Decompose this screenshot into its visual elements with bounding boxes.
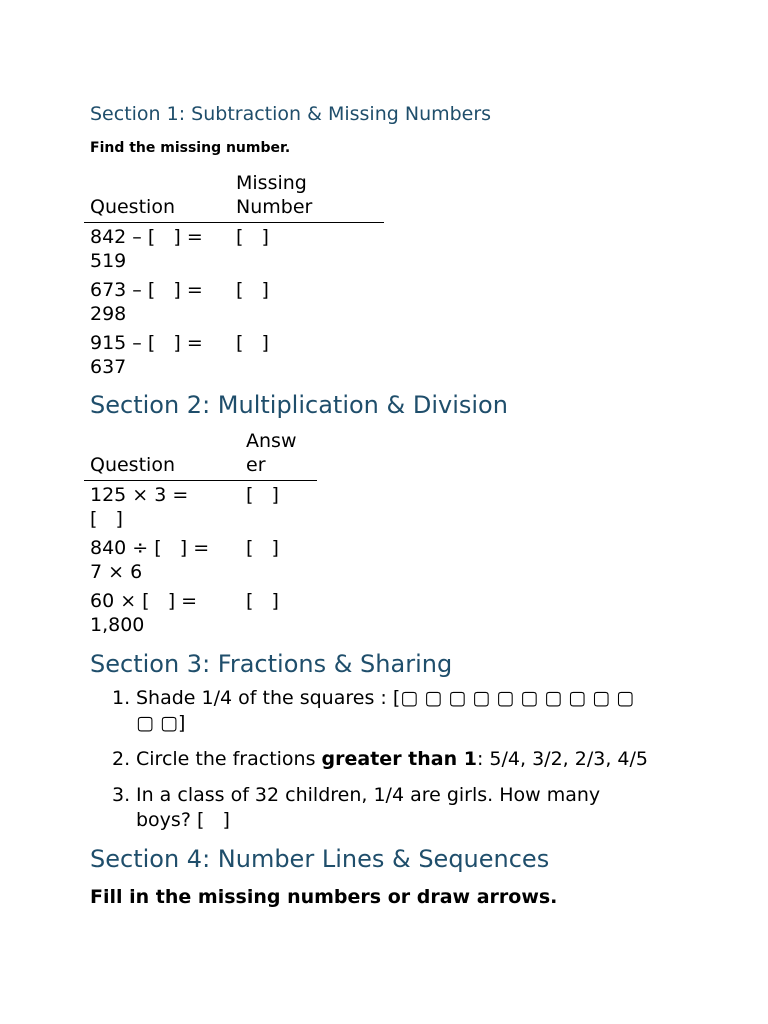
list-item xyxy=(112,747,672,772)
section4-instruction: Fill in the missing numbers or draw arrows. xyxy=(90,886,558,908)
question-line1: 60 × [ ] = xyxy=(90,590,198,612)
item-text-line2[interactable]: boys? [ ] xyxy=(136,809,230,831)
item-number: 3. xyxy=(112,784,131,806)
header-question: Question xyxy=(90,454,175,476)
question-line1: 915 – [ ] = xyxy=(90,332,203,354)
question-line2: 7 × 6 xyxy=(90,561,143,583)
table-row xyxy=(84,223,384,276)
question-line1: 842 – [ ] = xyxy=(90,226,203,248)
table-row xyxy=(84,587,317,640)
section3-title: Section 3: Fractions & Sharing xyxy=(90,650,453,678)
table-row xyxy=(84,534,317,587)
item-text-line1: In a class of 32 children, 1/4 are girls. How many xyxy=(136,784,601,806)
header-question: Question xyxy=(90,196,175,218)
list-item xyxy=(112,783,672,833)
question-line2: 1,800 xyxy=(90,614,145,636)
table-header xyxy=(84,429,317,481)
section1-title: Section 1: Subtraction & Missing Numbers xyxy=(90,103,492,125)
question-line1: 840 ÷ [ ] = xyxy=(90,537,210,559)
list-item xyxy=(112,686,672,736)
item-text xyxy=(136,747,672,772)
header-answer-line2: er xyxy=(246,454,266,476)
table-row xyxy=(84,329,384,382)
fractions-list xyxy=(112,686,672,844)
answer-blank[interactable]: [ ] xyxy=(236,332,269,354)
question-line2: 298 xyxy=(90,303,127,325)
table-row xyxy=(84,481,317,534)
table-row xyxy=(84,276,384,329)
header-answer-line2: Number xyxy=(236,196,313,218)
answer-blank[interactable]: [ ] xyxy=(246,537,279,559)
question-line1: 125 × 3 = xyxy=(90,484,189,506)
answer-blank[interactable]: [ ] xyxy=(236,226,269,248)
item-text-line2[interactable]: ▢ ▢] xyxy=(136,712,186,734)
item-text-pre: Circle the fractions xyxy=(136,748,322,770)
item-number: 2. xyxy=(112,748,131,770)
header-answer-line1: Answ xyxy=(246,430,297,452)
question-line1: 673 – [ ] = xyxy=(90,279,203,301)
item-text-bold: greater than 1 xyxy=(321,748,477,770)
table-header xyxy=(84,171,384,223)
section4-title: Section 4: Number Lines & Sequences xyxy=(90,845,550,873)
header-answer-line1: Missing xyxy=(236,172,307,194)
section2-title: Section 2: Multiplication & Division xyxy=(90,391,508,419)
answer-blank[interactable]: [ ] xyxy=(246,484,279,506)
item-text-post: : 5/4, 3/2, 2/3, 4/5 xyxy=(476,748,648,770)
question-line2: 519 xyxy=(90,250,127,272)
multiplication-table xyxy=(84,429,317,640)
subtraction-table xyxy=(84,171,384,382)
item-number: 1. xyxy=(112,687,131,709)
section1-instruction: Find the missing number. xyxy=(90,140,291,156)
answer-blank[interactable]: [ ] xyxy=(246,590,279,612)
item-text-line1: Shade 1/4 of the squares : [▢ ▢ ▢ ▢ ▢ ▢ ▢ ▢ ▢ ▢ xyxy=(136,687,635,709)
question-line2: 637 xyxy=(90,356,127,378)
answer-blank[interactable]: [ ] xyxy=(236,279,269,301)
question-line2: [ ] xyxy=(90,508,123,530)
